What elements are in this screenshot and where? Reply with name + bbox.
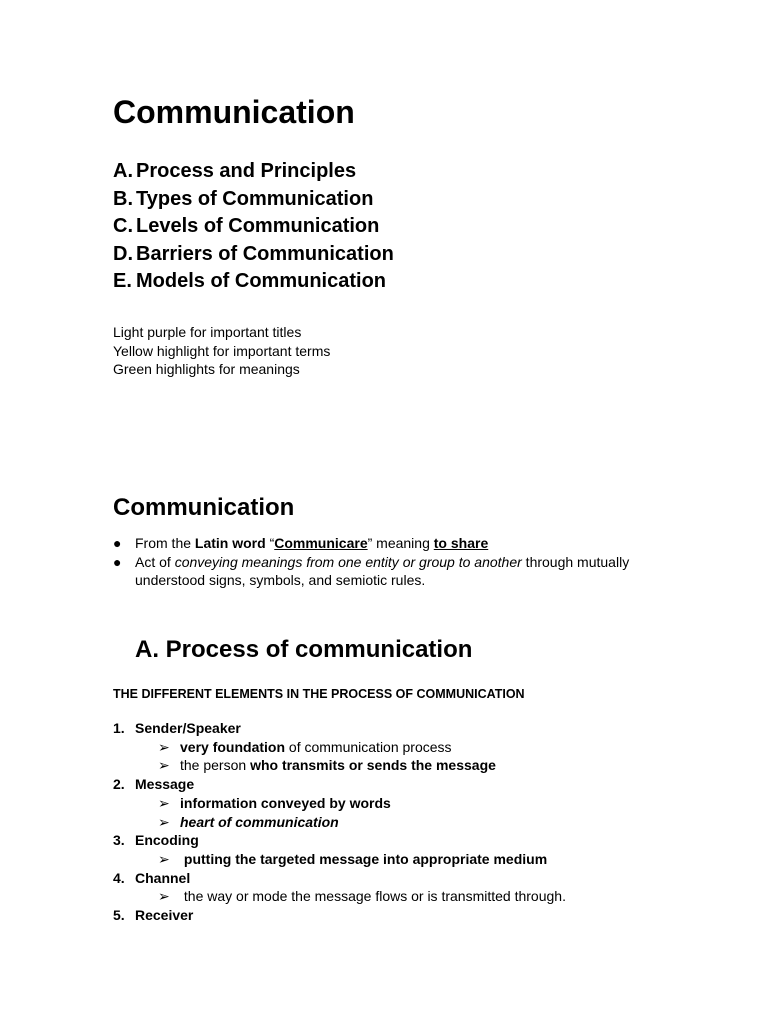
arrow-bullet-icon: ➢ bbox=[158, 813, 170, 830]
toc-letter: A. bbox=[113, 160, 133, 182]
table-of-contents bbox=[113, 158, 394, 296]
text-run: From the bbox=[135, 535, 195, 551]
toc-text: Process and Principles bbox=[136, 160, 357, 182]
toc-item bbox=[113, 241, 394, 269]
bullet-item bbox=[113, 553, 653, 590]
toc-text: Barriers of Communication bbox=[136, 242, 394, 265]
sub-text: putting the targeted message into appropriate medium bbox=[180, 850, 548, 867]
bullet-text bbox=[135, 534, 488, 553]
meaning-term: to share bbox=[433, 535, 489, 551]
process-heading: A. Process of communication bbox=[135, 636, 473, 663]
sub-text bbox=[180, 738, 452, 757]
element-number: 1. bbox=[113, 720, 125, 736]
toc-text: Levels of Communication bbox=[136, 215, 380, 237]
element-name: Sender/Speaker bbox=[135, 720, 241, 736]
toc-item bbox=[113, 186, 394, 214]
communicare-term: Communicare bbox=[274, 535, 368, 551]
bullet-dot-icon: ● bbox=[113, 535, 122, 551]
elements-list bbox=[113, 719, 566, 925]
arrow-bullet-icon: ➢ bbox=[158, 888, 170, 905]
toc-text: Models of Communication bbox=[136, 270, 386, 292]
latin-word-term: Latin word bbox=[194, 535, 266, 551]
legend-line: Yellow highlight for important terms bbox=[113, 342, 331, 359]
text-run: who transmits or sends the message bbox=[250, 757, 496, 774]
element-name: Message bbox=[135, 776, 195, 793]
text-run: the person bbox=[180, 757, 251, 774]
sub-text: heart of communication bbox=[180, 813, 339, 830]
legend-line: Green highlights for meanings bbox=[113, 361, 300, 378]
element-number: 4. bbox=[113, 869, 125, 886]
section-heading: Communication bbox=[113, 494, 295, 521]
element-item bbox=[113, 831, 566, 850]
toc-letter: B. bbox=[113, 187, 133, 210]
sub-item bbox=[113, 738, 566, 757]
bullet-text bbox=[135, 553, 653, 590]
bullet-dot-icon: ● bbox=[113, 553, 122, 570]
toc-item bbox=[113, 268, 394, 296]
text-run: through mutually understood signs, symbols, and semiotic rules. bbox=[135, 553, 630, 589]
element-name: Channel bbox=[135, 869, 191, 886]
process-subtitle: THE DIFFERENT ELEMENTS IN THE PROCESS OF COMMUNICATION bbox=[113, 687, 525, 701]
element-name: Encoding bbox=[135, 832, 199, 849]
toc-letter: E. bbox=[113, 270, 132, 292]
toc-item bbox=[113, 213, 394, 241]
text-run: “ bbox=[265, 535, 275, 551]
sub-item bbox=[113, 887, 566, 906]
highlight-legend bbox=[113, 323, 330, 379]
sub-item bbox=[113, 794, 566, 813]
arrow-bullet-icon: ➢ bbox=[158, 794, 170, 811]
toc-letter: D. bbox=[113, 242, 133, 265]
text-run: of communication process bbox=[285, 738, 452, 755]
element-name: Receiver bbox=[135, 907, 194, 924]
sub-item bbox=[113, 756, 566, 775]
element-item bbox=[113, 719, 566, 738]
element-item bbox=[113, 906, 566, 925]
element-number: 5. bbox=[113, 907, 125, 924]
legend-line: Light purple for important titles bbox=[113, 324, 302, 340]
sub-text: information conveyed by words bbox=[180, 794, 391, 811]
italic-definition: conveying meanings from one entity or group to another bbox=[174, 553, 522, 570]
text-run: ” meaning bbox=[367, 535, 434, 551]
toc-letter: C. bbox=[113, 215, 133, 237]
definition-list bbox=[113, 534, 653, 590]
arrow-bullet-icon: ➢ bbox=[158, 757, 170, 774]
toc-item bbox=[113, 158, 394, 186]
sub-item bbox=[113, 850, 566, 869]
element-item bbox=[113, 775, 566, 794]
bullet-item bbox=[113, 534, 653, 553]
sub-text bbox=[180, 756, 496, 775]
arrow-bullet-icon: ➢ bbox=[158, 850, 170, 867]
sub-item bbox=[113, 813, 566, 832]
element-number: 2. bbox=[113, 776, 125, 793]
arrow-bullet-icon: ➢ bbox=[158, 738, 170, 755]
document-title: Communication bbox=[113, 94, 355, 130]
element-number: 3. bbox=[113, 832, 125, 849]
text-run: Act of bbox=[135, 553, 175, 570]
text-run: very foundation bbox=[180, 738, 286, 755]
toc-text: Types of Communication bbox=[136, 187, 374, 210]
sub-text: the way or mode the message flows or is transmitted through. bbox=[180, 888, 566, 905]
element-item bbox=[113, 869, 566, 888]
